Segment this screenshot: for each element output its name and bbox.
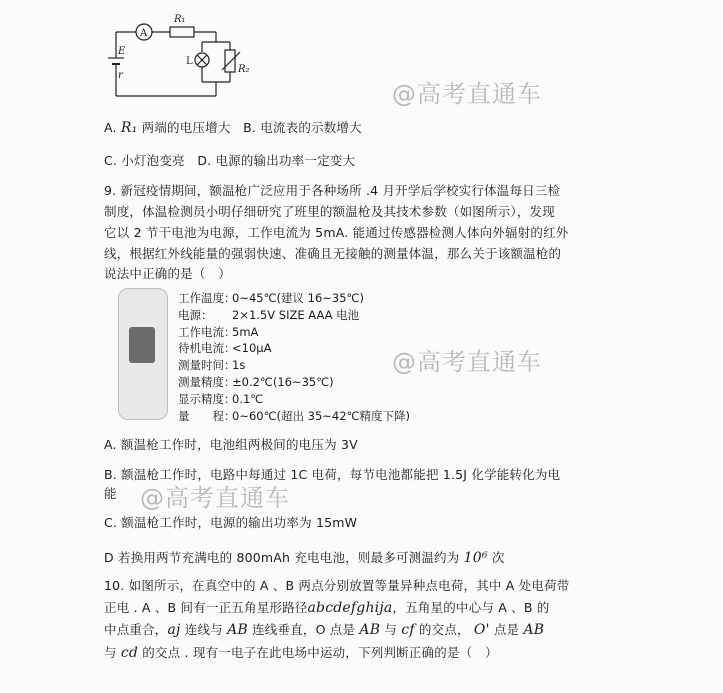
watermark: @高考直通车 — [392, 80, 542, 108]
r1-label: R₁ — [174, 14, 186, 25]
spec-row: 显示精度：0.1℃ — [178, 391, 264, 406]
q9-option-d: D 若换用两节充满电的 800mAh 充电电池，则最多可测温约为 10⁶ 次 — [104, 550, 505, 566]
q10-stem-line: 中点重合，aj 连线与 AB 连线垂直，O 点是 AB 与 cf 的交点， O' 点是 AB — [104, 622, 545, 638]
q9-stem-line: 线，根据红外线能量的强弱快速、准确且无接触的测量体温，那么关于该额温枪的 — [104, 246, 562, 261]
internal-resistance-label: r — [118, 70, 123, 81]
circuit-diagram — [108, 4, 258, 104]
q10-stem-line: 10. 如图所示，在真空中的 A 、B 两点分别放置等量异种点电荷，其中 A 处电荷带 — [104, 578, 570, 593]
r1-symbol: R₁ — [120, 120, 138, 136]
emf-label: E — [118, 46, 126, 57]
spec-row: 量 程：0~60℃(超出 35~42℃精度下降) — [178, 408, 410, 423]
q9-option-a: A. 额温枪工作时，电池组两极间的电压为 3V — [104, 437, 358, 452]
thermometer-photo — [118, 288, 168, 420]
thermometer-screen — [129, 327, 155, 363]
q9-stem-line: 说法中正确的是（ ） — [104, 266, 232, 281]
ammeter-label: A — [140, 28, 148, 39]
spec-row: 工作温度：0~45℃(建议 16~35℃) — [178, 291, 364, 305]
q9-option-c: C. 额温枪工作时，电源的输出功率为 15mW — [104, 515, 358, 530]
r2-label: R₂ — [238, 64, 250, 75]
spec-row: 待机电流：<10μA — [178, 341, 272, 356]
watermark: @高考直通车 — [392, 348, 542, 376]
q9-stem-line: 制度，体温检测员小明仔细研究了班里的额温枪及其技术参数（如图所示），发现 — [104, 204, 555, 219]
q10-stem-line: 正电 . A 、B 间有一正五角星形路径abcdefghija，五角星的中心与 A 、B 的 — [104, 600, 550, 616]
spec-row: 工作电流：5mA — [178, 324, 259, 339]
spec-table — [178, 290, 410, 424]
spec-row: 测量精度：±0.2℃(16~35℃) — [178, 374, 334, 389]
spec-row: 电源： 2×1.5V SIZE AAA 电池 — [178, 307, 360, 322]
q9-stem-line: 9. 新冠疫情期间，额温枪广泛应用于各种场所 .4 月开学后学校实行体温每日三检 — [104, 183, 561, 198]
lamp-label: L — [186, 56, 193, 67]
q8-option-ab: A. R₁ 两端的电压增大 B. 电流表的示数增大 — [104, 120, 362, 136]
q10-stem-line: 与 cd 的交点 . 现有一电子在此电场中运动，下列判断正确的是（ ） — [104, 645, 498, 661]
q8-option-cd: C. 小灯泡变亮 D. 电源的输出功率一定变大 — [104, 153, 356, 168]
watermark: @高考直通车 — [140, 484, 290, 512]
q9-option-b: B. 额温枪工作时，电路中每通过 1C 电荷，每节电池都能把 1.5J 化学能转化为电 — [104, 467, 561, 482]
q9-option-b-cont: 能 — [104, 486, 117, 501]
spec-row: 测量时间：1s — [178, 358, 246, 373]
power-exponent: 10⁶ — [463, 550, 488, 566]
q9-stem-line: 它以 2 节干电池为电源，工作电流为 5mA. 能通过传感器检测人体向外辐射的红外 — [104, 225, 569, 240]
